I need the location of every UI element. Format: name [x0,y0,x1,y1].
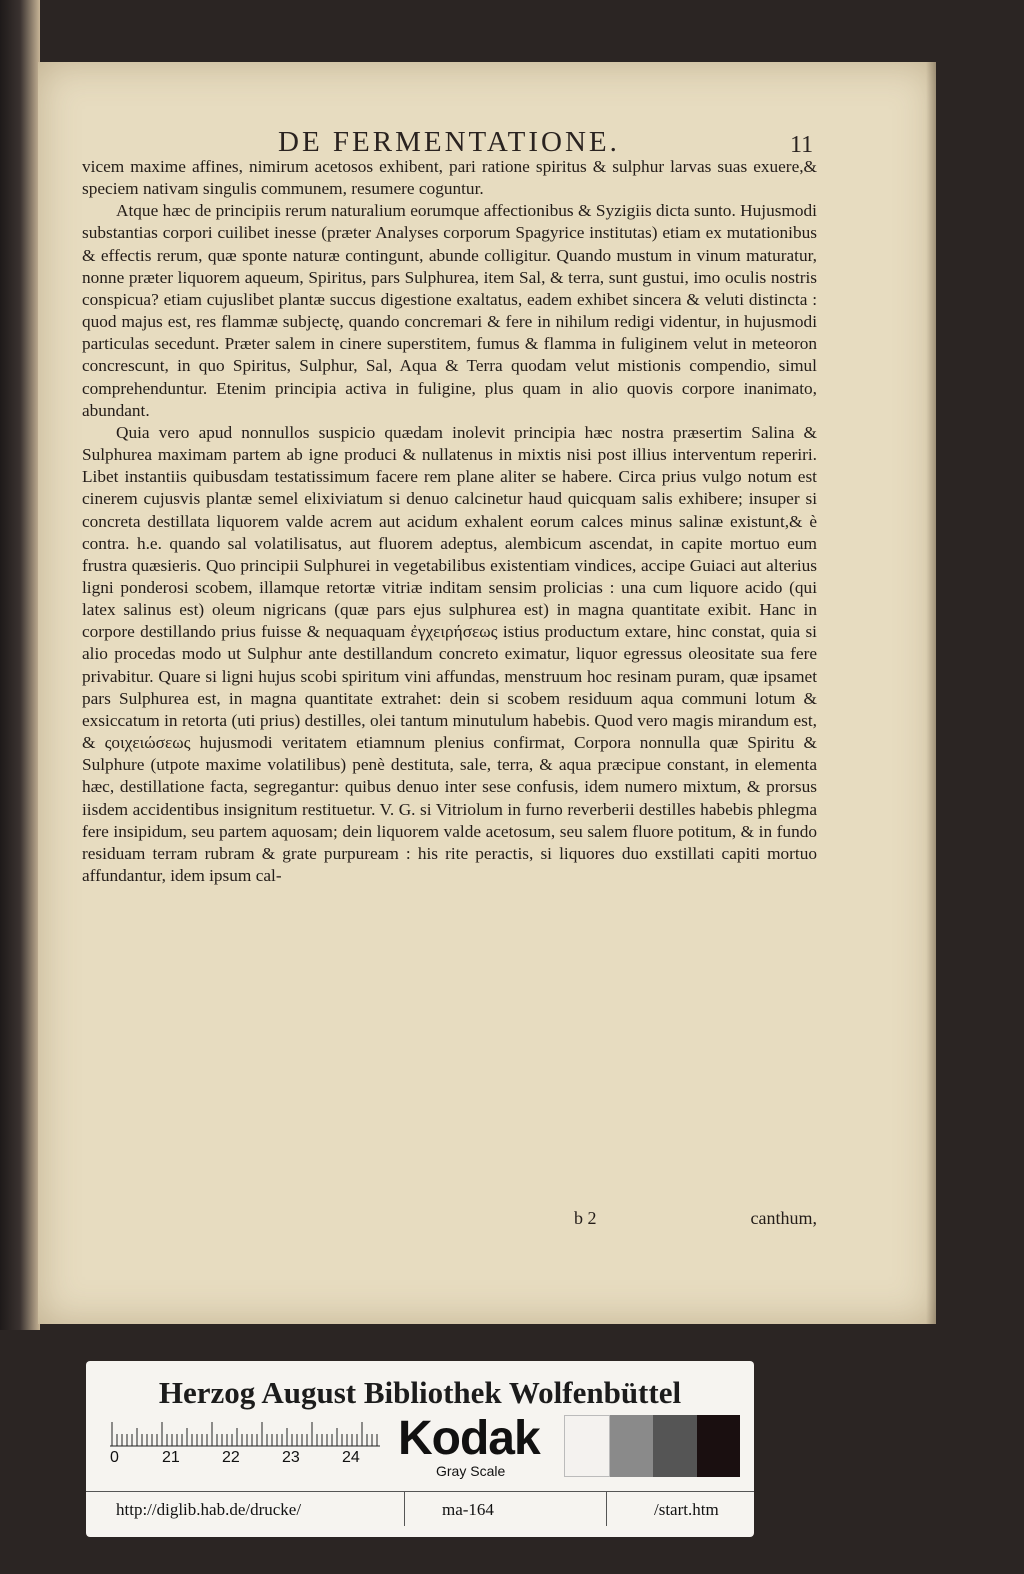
ruler-label-21: 21 [162,1449,180,1466]
scan-background-edge [0,0,40,1330]
signature-mark: b 2 [574,1208,597,1228]
ruler-label-22: 22 [222,1449,240,1466]
url-base: http://diglib.hab.de/drucke/ [116,1500,302,1519]
ruler-label-24: 24 [342,1449,360,1466]
ruler-ticks [110,1421,380,1447]
gray-scale-label: Gray Scale [436,1463,506,1479]
running-title: DE FERMENTATIONE. [278,126,620,158]
paragraph-2: Atque hæc de principiis rerum naturalium eorumque affectionibus & Syzigiis dicta sunto. Hujusmodi substantias corpori cuilibet inesse (præter Analyses corporum Spagyrice institutas) etiam ex mutationibus & effectis rerum, quæ sponte naturæ contingunt, abunde colligitur. Quando mustum in vinum maturatur, nonne præter liquorem aqueum, Spiritus, pars Sulphurea, item Sal, & terra, sunt gustui, imo oculis nostris conspicua? etiam cujuslibet plantæ succus digestione exaltatus, eadem exhibet sincera & veluti distincta : quod majus est, res flammæ subjectę, quando concremari & fere in nihilum redigi videntur, in hujusmodi particulas secedunt. Præter salem in cinere superstitem, fumus & flamma in fuliginem velut in meteoron concrescunt, in quo Spiritus, Sulphur, Sal, Aqua & Terra quodam velut mistionis compendio, simul comprehenduntur. Etenim principia activa in fuligine, plus quam in alio quovis corpore inanimato, abundant. [82,201,817,420]
body-text [82,156,817,887]
library-name: Herzog August Bibliothek Wolfenbüttel [158,1375,682,1410]
book-page [38,62,936,1324]
kodak-logo: Kodak [398,1412,540,1465]
url-divider-2 [606,1492,607,1526]
color-target-card [86,1361,754,1537]
gray-patch-mid [610,1415,654,1477]
ruler-scale [110,1421,380,1471]
paragraph-1: vicem maxime affines, nimirum acetosos exhibent, pari ratione spiritus & sulphur larvas suas exuere,& speciem nativam singulis communem, resumere coguntur. [82,157,817,199]
url-start: /start.htm [654,1500,719,1519]
page-footer [82,1208,817,1232]
gray-patch-white [564,1415,610,1477]
ruler-label-0: 0 [110,1449,119,1466]
paragraph-3: Quia vero apud nonnullos suspicio quædam inolevit principia hæc nostra præsertim Salina & Sulphurea maximam partem ab igne produci & nullatenus in mixtis nisi post illius interventum reperiri. Libet instantiis quibusdam testatissimum facere rem plane aliter se habere. Circa prius vulgo notum est cinerem cujusvis plantæ semel elixiviatum si denuo calcinetur haud quicquam salis exhibere; insuper si concreta destillata liquorem valde acrem aut acidum exhalent eorum calces minus salinæ existunt,& è contra. h.e. quando sal volatilisatus, aut fluorem adeptus, alembicum ascendat, in capite mortuo eum frustra quæsieris. Quo principii Sulphurei in vegetabilibus existentiam vindices, accipe Guiaci aut alterius ligni ponderosi scobem, illamque retortæ vitriæ inditam sensim prolicias : una cum liquore acido (qui latex salinus est) oleum nigricans (quæ pars ejus sulphurea est) in magna quantitate exibit. Hanc in corpore destillando prius fuisse & nequaquam ἐγχειρήσεως istius productum extare, hinc constat, quia si alio procedas modo ut Sulphur ante destillandum concreto eximatur, liquor egressus oleositate sua fere privabitur. Quare si ligni hujus scobi spiritum vini affundas, menstruum hoc resinam puram, quæ ipsamet pars Sulphurea est, in magna quantitate extrahet: dein si scobem residuum aqua communi lotum & exsiccatum in retorta (uti prius) destilles, olei tantum minutulum habebis. Quod vero magis mirandum est, & ςοιχειώσεως hujusmodi veritatem etiamnum plenius confirmat, Corpora nonnulla quæ Spiritu & Sulphure (utpote maxime volatilibus) penè destituta, sale, terra, & aqua præcipue constant, in elementa hæc, destillatione facta, segregantur: quibus denuo inter sese confusis, idem numero mixtum, & prorsus iisdem accidentibus insignitum restituetur. V. G. si Vitriolum in furno reverberii destilles habebis phlegma fere insipidum, seu partem aquosam; dein liquorem valde acetosum, seu salem fluore potitum, & in fundo residuam terram rubram & grate purpuream : his rite peractis, si liquores duo exstillati capiti mortuo affundantur, idem ipsum cal- [82,422,817,885]
page-number: 11 [790,132,814,158]
url-row [86,1491,754,1526]
page-gutter-shadow [926,62,936,1324]
url-shelfmark: ma-164 [442,1500,494,1519]
running-head [38,126,936,160]
catchword: canthum, [750,1208,817,1228]
gray-patch-dark [653,1415,697,1477]
ruler-label-23: 23 [282,1449,300,1466]
gray-patch-black [697,1415,741,1477]
gray-scale-patches [564,1415,740,1477]
url-divider-1 [404,1492,405,1526]
